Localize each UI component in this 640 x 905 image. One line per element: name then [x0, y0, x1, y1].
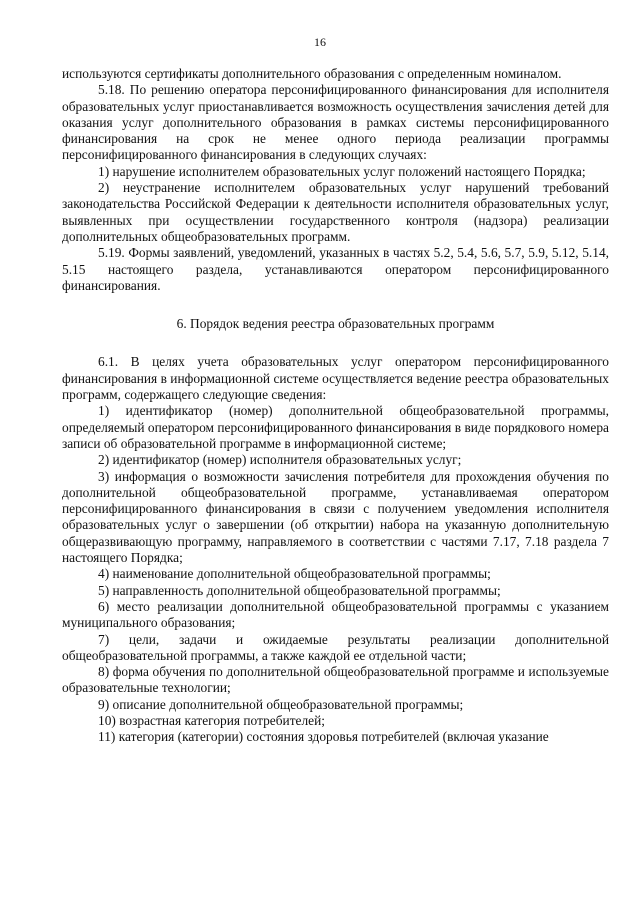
paragraph: 3) информация о возможности зачисления потребителя для прохождения обучения по дополнительной общеобразовательной программе, устанавливаемая оператором персонифицированного финансирования в связи с получением уведомления исполнителя образовательных услуг о завершении (об открытии) набора на указанную дополнительную общеразвивающую программу, направляемого в соответствии с частями 7.17, 7.18 раздела 7 настоящего Порядка; [62, 468, 609, 566]
paragraph: 5.19. Формы заявлений, уведомлений, указанных в частях 5.2, 5.4, 5.6, 5.7, 5.9, 5.12, 5.14, 5.15 настоящего раздела, устанавливаются оператором персонифицированного финансирования. [62, 245, 609, 293]
paragraph: 2) идентификатор (номер) исполнителя образовательных услуг; [98, 452, 462, 468]
paragraph: 11) категория (категории) состояния здоровья потребителей (включая указание [98, 729, 549, 745]
paragraphs-before-section [62, 66, 609, 294]
paragraph: 6) место реализации дополнительной общеобразовательной программы с указанием муниципального образования; [62, 598, 609, 631]
paragraph: 4) наименование дополнительной общеобразовательной программы; [98, 566, 491, 582]
paragraph: 5.18. По решению оператора персонифицированного финансирования для исполнителя образовательных услуг приостанавливается возможность осуществления зачисления детей для оказания услуг дополнительного образования в рамках системы персонифицированного финансирования на срок не менее одного периода реализации программы персонифицированного финансирования в следующих случаях: [62, 82, 609, 163]
paragraph: 5) направленность дополнительной общеобразовательной программы; [98, 582, 501, 598]
paragraph: используются сертификаты дополнительного образования с определенным номиналом. [62, 66, 562, 81]
paragraph: 1) идентификатор (номер) дополнительной общеобразовательной программы, определяемый оператором персонифицированного финансирования в виде порядкового номера записи об образовательной программе в информационной системе; [62, 403, 609, 451]
paragraph: 9) описание дополнительной общеобразовательной программы; [98, 696, 464, 712]
paragraph: 2) неустранение исполнителем образовательных услуг нарушений требований законодательства Российской Федерации к деятельности исполнителя образовательных услуг, выявленных при осуществлении государственного контроля (надзора) реализации дополнительных общеобразовательных программ. [62, 180, 609, 244]
paragraph: 7) цели, задачи и ожидаемые результаты реализации дополнительной общеобразовательной программы, а также каждой ее отдельной части; [62, 631, 609, 663]
document-body [62, 66, 609, 746]
paragraph: 8) форма обучения по дополнительной общеобразовательной программе и используемые образовательные технологии; [62, 664, 609, 696]
paragraph: 1) нарушение исполнителем образовательных услуг положений настоящего Порядка; [98, 163, 586, 179]
paragraphs-after-section [62, 354, 609, 745]
page-number: 16 [314, 35, 326, 49]
paragraph: 10) возрастная категория потребителей; [98, 712, 326, 728]
section-title: 6. Порядок ведения реестра образовательных программ [176, 316, 495, 332]
paragraph: 6.1. В целях учета образовательных услуг оператором персонифицированного финансирования в информационной системе осуществляется ведение реестра образовательных программ, содержащего следующие сведения: [62, 354, 609, 403]
